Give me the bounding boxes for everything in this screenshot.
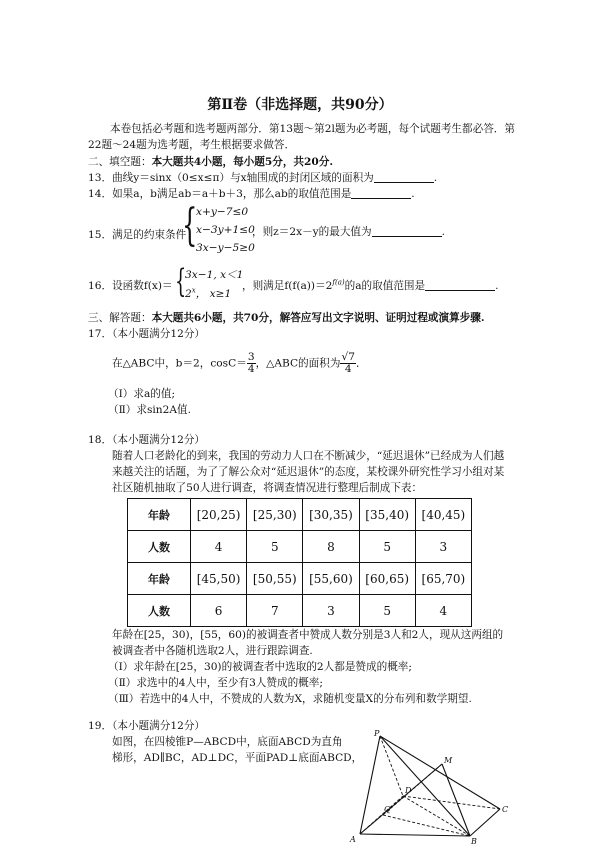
q16-row-1: 3x−1, x＜1 [185, 269, 244, 281]
q17-area-num: √7 [341, 351, 355, 363]
q15-answer-blank [372, 226, 442, 237]
q14-answer-blank [351, 188, 411, 199]
q15-brace: { [182, 200, 198, 251]
q13-text: 13．曲线y＝sinx（0≤x≤π）与x轴围成的封闭区域的面积为 [88, 172, 374, 184]
q16-exp: f(a) [332, 278, 345, 287]
q18-part-1: （Ⅰ）求年龄在[25，30)的被调查者中选取的2人都是赞成的概率; [108, 661, 412, 673]
q16-prefix: 16．设函数f(x)＝ [88, 280, 173, 292]
q15-prefix: 15．满足的约束条件 [88, 229, 187, 241]
q16-tail: ，则满足$f(f(a))=2^{f(a)}$的a的取值范围是 . [242, 278, 499, 292]
q17-area-den: 4 [344, 363, 352, 375]
q19-heading: 19．（本小题满分12分） [88, 720, 206, 732]
pyramid-figure [345, 730, 515, 845]
edge-ab [360, 834, 470, 836]
label-b: B [471, 837, 477, 845]
count-cell: 5 [359, 531, 415, 563]
age-cell: [60,65) [359, 563, 415, 595]
q15-suffix: ，则z＝2x－y的最大值为 [252, 226, 372, 238]
q16-brace: { [175, 262, 187, 300]
count-cell: 4 [415, 595, 471, 627]
q17-stem-a: 在△ABC中，b＝2，cosC＝ [112, 357, 247, 370]
age-cell: [30,35) [303, 499, 359, 531]
edge-qb [383, 815, 470, 836]
section-3-text: 本大题共6小题，共70分，解答应写出文字说明、证明过程或演算步骤. [151, 312, 485, 324]
intro-line-1: 本卷包括必考题和选考题两部分．第13题～第2l题为必考题，每个试题考生都必答．第 [110, 123, 515, 135]
label-a: A [350, 835, 356, 844]
q16-row-2-cond: ， x≥1 [195, 288, 232, 300]
count-cell: 4 [191, 531, 247, 563]
q18-line-1: 随着人口老龄化的到来，我国的劳动力人口在不断减少，“延迟退休”已经成为人们越 [112, 450, 505, 462]
q15-row-3: 3x−y−5≥0 [196, 242, 255, 254]
section-3-label: 三、解答题： [88, 312, 152, 324]
section-3-heading [88, 310, 485, 325]
q18-after-1: 年龄在[25，30)，[55，60)的被调查者中赞成人数分别是3人和2人，现从这两组的 [112, 629, 504, 641]
q16-row-2-exp: x [191, 286, 196, 295]
q14-text: 14．如果a，b满足ab＝a＋b＋3，那么ab的取值范围是 [88, 188, 352, 200]
age-cell: [35,40) [359, 499, 415, 531]
label-q: Q [384, 805, 391, 814]
q18-heading: 18．（本小题满分12分） [88, 434, 206, 446]
q17-cos-den: 4 [247, 363, 255, 375]
q15-tail: ，则z＝2x－y的最大值为 . [252, 226, 445, 238]
age-cell: [45,50) [191, 563, 247, 595]
q18-part-3: （Ⅲ）若选中的4人中，不赞成的人数为X，求随机变量X的分布列和数学期望. [108, 693, 472, 705]
q15-row-2: x−3y+1≤0 [196, 224, 255, 236]
age-cell: [55,60) [303, 563, 359, 595]
age-cell: [50,55) [247, 563, 303, 595]
q15-row-1: x+y−7≤0 [196, 206, 249, 218]
count-cell: 6 [191, 595, 247, 627]
intro-line-2: 22题～24题为选考题，考生根据要求做答． [88, 139, 296, 151]
q18-line-3: 社区随机抽取了50人进行调查，将调查情况进行整理后制成下表： [112, 482, 423, 494]
age-cell: [20,25) [191, 499, 247, 531]
q16-row-2 [185, 286, 231, 301]
label-d: D [405, 786, 412, 795]
q17-stem [112, 352, 367, 375]
q16-answer-blank [425, 280, 495, 291]
section-2-label: 二、填空题： [88, 156, 152, 168]
label-c: C [502, 805, 509, 814]
table-row [128, 499, 472, 531]
q17-area-fraction [340, 352, 356, 375]
q17-part-1: （Ⅰ）求a的值; [108, 388, 176, 400]
q19-line-2: 梯形，AD∥BC，AD⊥DC，平面PAD⊥底面ABCD， [112, 752, 363, 764]
q17-cos-fraction [247, 352, 256, 375]
section-title: 第Ⅱ卷（非选择题，共90分） [207, 97, 393, 113]
age-cell: [25,30) [247, 499, 303, 531]
q18-line-2: 来越关注的话题，为了了解公众对“延迟退休”的态度，某校课外研究性学习小组对某 [112, 466, 505, 478]
q19-line-1: 如图，在四棱锥P—ABCD中，底面ABCD为直角 [112, 736, 343, 748]
edge-bc [470, 809, 500, 836]
q13-answer-blank [374, 172, 434, 183]
edge-dc [403, 796, 500, 809]
section-2-heading [88, 154, 333, 169]
q17-stem-b: ，△ABC的面积为 [255, 357, 341, 370]
q17-cos-num: 3 [247, 351, 255, 363]
label-m: M [444, 756, 453, 765]
count-cell: 3 [303, 595, 359, 627]
age-header: 年龄 [128, 499, 191, 531]
count-cell: 5 [247, 531, 303, 563]
edge-pc [380, 736, 500, 809]
q16-mid: ，则满足f(f(a))＝2 [242, 280, 333, 292]
table-row [128, 595, 472, 627]
q17-stem-c: ． [355, 357, 367, 370]
section-2-text: 本大题共4小题，每小题5分，共20分. [151, 156, 334, 168]
count-cell: 3 [415, 531, 471, 563]
count-cell: 7 [247, 595, 303, 627]
count-header: 人数 [128, 531, 191, 563]
edge-db [403, 796, 470, 836]
table-row [128, 531, 472, 563]
label-p: P [374, 730, 380, 738]
edge-pb [380, 736, 470, 836]
count-header: 人数 [128, 595, 191, 627]
q16-suffix: 的a的取值范围是 [344, 280, 426, 292]
age-cell: [65,70) [415, 563, 471, 595]
edge-pd [380, 736, 403, 796]
question-14: 14．如果a，b满足ab＝a＋b＋3，那么ab的取值范围是 . [88, 188, 415, 200]
count-cell: 8 [303, 531, 359, 563]
age-header: 年龄 [128, 563, 191, 595]
q18-after-2: 被调查者中各随机选取2人，进行跟踪调查. [112, 645, 313, 657]
q18-part-2: （Ⅱ）求选中的4人中，至少有3人赞成的概率; [108, 677, 323, 689]
age-cell: [40,45) [415, 499, 471, 531]
count-cell: 5 [359, 595, 415, 627]
table-row [128, 563, 472, 595]
q17-heading: 17．（本小题满分12分） [88, 328, 206, 340]
survey-table [127, 498, 472, 627]
question-13: 13．曲线y＝sinx（0≤x≤π）与x轴围成的封闭区域的面积为 . [88, 172, 438, 184]
q16-row-2-base: 2 [185, 288, 192, 300]
q17-part-2: （Ⅱ）求sin2A值. [108, 404, 191, 416]
edge-mb [442, 764, 470, 836]
